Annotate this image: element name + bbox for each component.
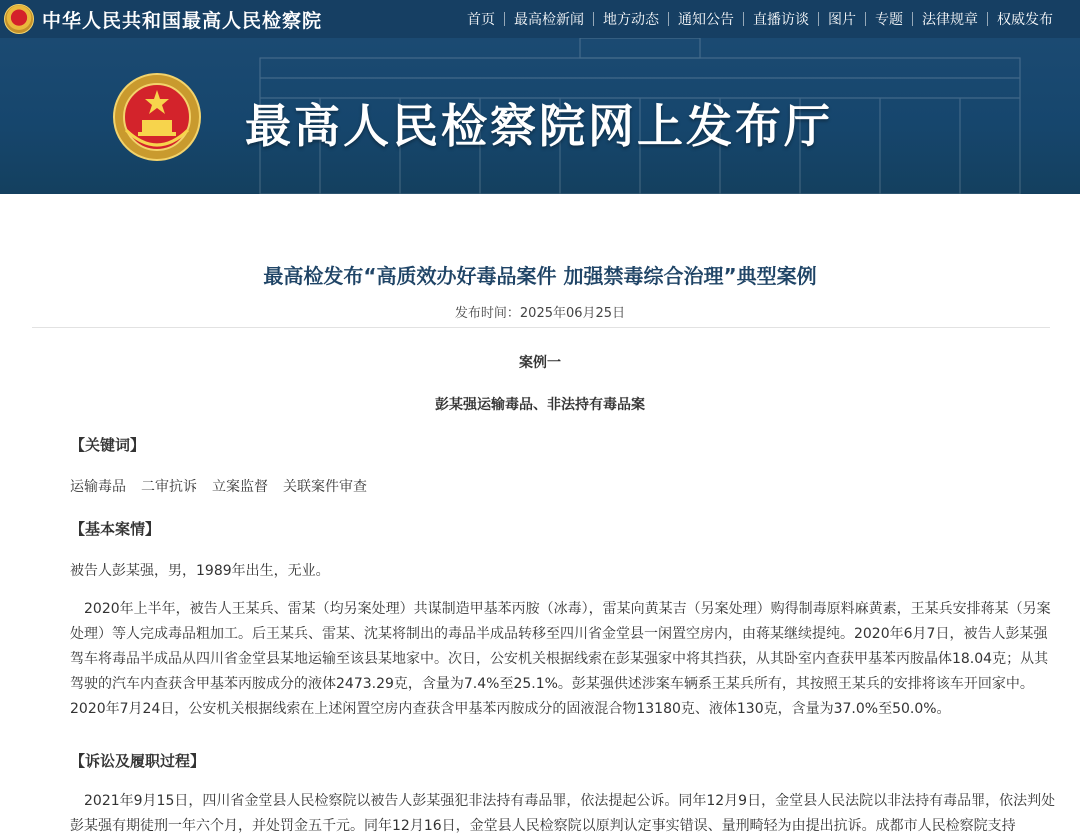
article-title: 最高检发布“高质效办好毒品案件 加强禁毒综合治理”典型案例 <box>263 264 817 288</box>
banner <box>0 38 1080 194</box>
process-heading: 【诉讼及履职过程】 <box>70 752 206 770</box>
case-number: 案例一 <box>519 355 561 371</box>
keyword: 运输毒品 <box>70 479 126 495</box>
nav-pictures[interactable]: 图片 <box>828 12 856 28</box>
keywords-heading: 【关键词】 <box>70 436 146 454</box>
nav-spp-news[interactable]: 最高检新闻 <box>514 12 584 28</box>
case-name: 彭某强运输毒品、非法持有毒品案 <box>435 397 645 413</box>
nav-live[interactable]: 直播访谈 <box>753 12 809 28</box>
site-name[interactable]: 中华人民共和国最高人民检察院 <box>42 10 323 32</box>
banner-title: 最高人民检察院网上发布厅 <box>245 99 833 153</box>
keyword: 二审抗诉 <box>141 479 197 495</box>
keyword: 关联案件审查 <box>283 479 367 495</box>
procuratorate-emblem-icon <box>112 72 202 162</box>
nav-local-news[interactable]: 地方动态 <box>603 12 659 28</box>
top-nav-bar <box>0 0 1080 38</box>
facts-paragraph: 2020年上半年，被告人王某兵、雷某（均另案处理）共谋制造甲基苯丙胺（冰毒），雷某向黄某吉（另案处理）购得制毒原料麻黄素，王某兵安排蒋某（另案处理）等人完成毒品粗加工。后王某兵、雷某、沈某将制出的毒品半成品转移至四川省金堂县一闲置空房内，由蒋某继续提纯。2020年6月7日，被告人彭某强驾车将毒品半成品从四川省金堂县某地运输至该县某地家中。次日，公安机关根据线索在彭某强家中将其挡获，从其卧室内查获甲基苯丙胺晶体18.04克；从其驾驶的汽车内查获含甲基苯丙胺成分的液体2473.29克，含量为7.4%至25.1%。彭某强供述涉案车辆系王某兵所有，其按照王某兵的安排将该车开回家中。2020年7月24日，公安机关根据线索在上述闲置空房内查获含甲基苯丙胺成分的固液混合物13180克、液体130克，含量为37.0%至50.0%。 <box>70 601 1051 717</box>
process-paragraph: 2021年9月15日，四川省金堂县人民检察院以被告人彭某强犯非法持有毒品罪，依法提起公诉。同年12月9日，金堂县人民法院以非法持有毒品罪，依法判处彭某强有期徒刑一年六个月，并处罚金五千元。同年12月16日，金堂县人民检察院以原判认定事实错误、量刑畸轻为由提出抗诉。成都市人民检察院支持 <box>70 793 1056 833</box>
publish-date: 发布时间：2025年06月25日 <box>454 306 626 321</box>
facts-heading: 【基本案情】 <box>70 520 161 538</box>
title-divider <box>32 327 1050 328</box>
nav-notices[interactable]: 通知公告 <box>678 12 734 28</box>
nav-topics[interactable]: 专题 <box>875 12 903 28</box>
keywords-list <box>70 476 382 496</box>
nav-laws[interactable]: 法律规章 <box>922 12 978 28</box>
procuratorate-emblem-icon <box>4 4 34 34</box>
nav-home[interactable]: 首页 <box>467 12 495 28</box>
defendant-info: 被告人彭某强，男，1989年出生，无业。 <box>70 563 330 579</box>
nav-releases[interactable]: 权威发布 <box>997 12 1053 28</box>
keyword: 立案监督 <box>212 479 268 495</box>
main-nav <box>458 0 1062 38</box>
